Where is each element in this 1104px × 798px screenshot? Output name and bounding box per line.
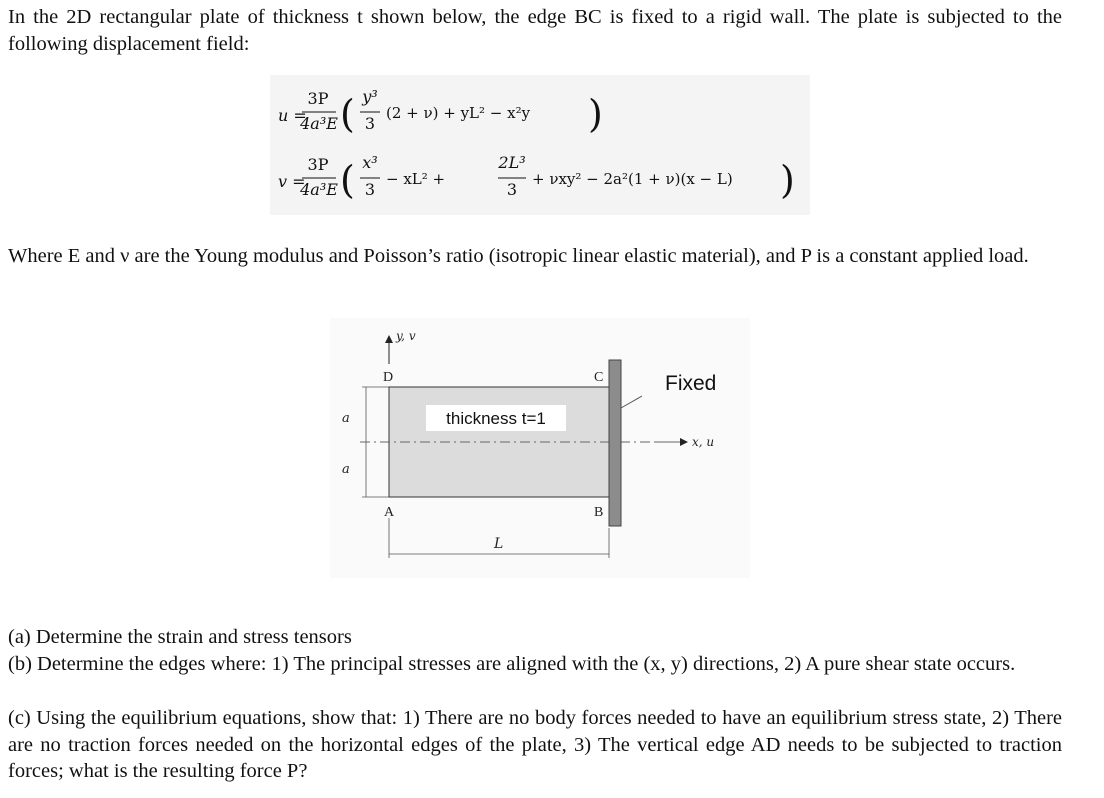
plate-figure	[330, 318, 750, 578]
y-axis-label: y, v	[396, 329, 416, 343]
v-lhs: v =	[278, 172, 306, 191]
v-term1-num: x³	[362, 153, 378, 172]
displacement-equations	[270, 75, 810, 215]
dim-L-label: L	[494, 536, 504, 552]
v-coef-den: 4a³E	[300, 180, 338, 199]
corner-D-label: D	[383, 370, 394, 385]
u-lhs: u =	[278, 106, 307, 125]
v-term1-den: 3	[364, 180, 376, 199]
rigid-wall	[609, 360, 621, 526]
u-term1-num: y³	[362, 87, 378, 106]
v-mid: − xL² +	[386, 170, 446, 188]
thickness-label: thickness t=1	[446, 409, 546, 428]
v-rest: + νxy² − 2a²(1 + ν)(x − L)	[532, 170, 733, 188]
v-term2-den: 3	[506, 180, 518, 199]
dim-a-lower-label: a	[342, 462, 350, 477]
corner-C-label: C	[594, 370, 604, 385]
question-b: (b) Determine the edges where: 1) The principal stresses are aligned with the (x, y) directions, 2) A pure shear state occurs.	[8, 653, 1016, 675]
v-paren-close: )	[780, 158, 795, 202]
u-paren-open: (	[340, 92, 355, 136]
fixed-label: Fixed	[665, 372, 717, 395]
question-c: (c) Using the equilibrium equations, show that: 1) There are no body forces needed to have an equilibrium stress state, 2) There are no traction forces needed on the horizontal edges of the plate, 3) The vertical edge AD needs to be subjected to traction forces; what is the resulting force P?	[8, 707, 1062, 782]
v-coef-num: 3P	[307, 155, 329, 174]
intro-paragraph: In the 2D rectangular plate of thickness t shown below, the edge BC is fixed to a rigid wall. The plate is subjected to the following displacement field:	[8, 6, 1062, 55]
v-paren-open: (	[340, 158, 355, 202]
dim-a-upper-label: a	[342, 411, 350, 426]
u-rest: (2 + ν) + yL² − x²y	[386, 104, 531, 122]
question-a: (a) Determine the strain and stress tensors	[8, 626, 352, 648]
v-term2-num: 2L³	[498, 153, 526, 172]
u-term1-den: 3	[364, 114, 376, 133]
corner-B-label: B	[594, 505, 604, 520]
corner-A-label: A	[384, 505, 395, 520]
u-paren-close: )	[588, 92, 603, 136]
u-coef-den: 4a³E	[300, 114, 338, 133]
x-axis-label: x, u	[692, 435, 715, 449]
description-paragraph: Where E and ν are the Young modulus and Poisson’s ratio (isotropic linear elastic material), and P is a constant applied load.	[8, 245, 1029, 267]
u-coef-num: 3P	[307, 89, 329, 108]
